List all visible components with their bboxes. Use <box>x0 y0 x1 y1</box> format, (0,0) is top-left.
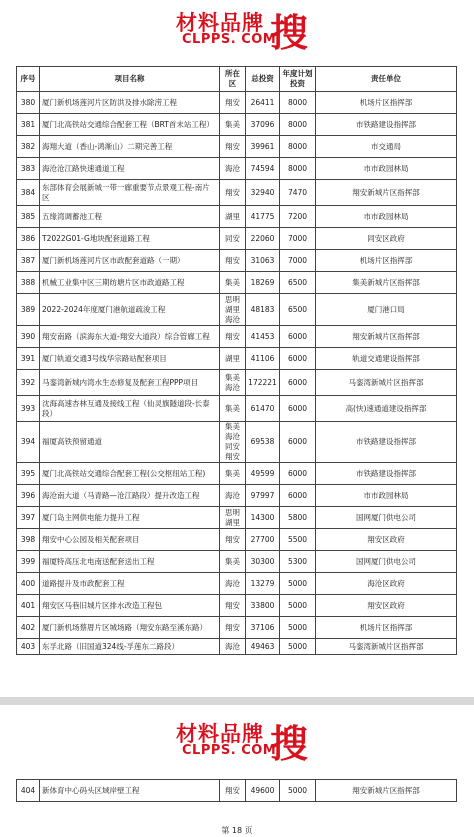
brand-search-glyph: 搜 <box>270 11 309 55</box>
district: 思明 湖里 <box>220 507 246 529</box>
row-number: 389 <box>17 294 40 326</box>
total-investment: 14300 <box>246 507 280 529</box>
project-name: 海沧南大道（马青路—沧江路段）提升改造工程 <box>40 485 220 507</box>
district: 集美 <box>220 396 246 422</box>
project-name: 翔安南路（滨海东大道-翔安大道段）综合管廊工程 <box>40 326 220 348</box>
table-row <box>17 348 457 370</box>
district: 翔安 <box>220 617 246 639</box>
district: 集美 <box>220 463 246 485</box>
table-row <box>17 485 457 507</box>
total-investment: 41453 <box>246 326 280 348</box>
total-investment: 61470 <box>246 396 280 422</box>
table-row <box>17 228 457 250</box>
row-number: 396 <box>17 485 40 507</box>
district: 集美 <box>220 272 246 294</box>
annual-investment: 5000 <box>280 573 316 595</box>
district: 翔安 <box>220 92 246 114</box>
district: 海沧 <box>220 485 246 507</box>
brand-en-text-2: CLPPS. COM <box>182 743 277 758</box>
district: 翔安 <box>220 595 246 617</box>
project-name: 厦门北高铁站交通综合配套工程（BRT首末站工程） <box>40 114 220 136</box>
table-row <box>17 780 457 802</box>
responsible-unit: 机场片区指挥部 <box>316 92 457 114</box>
annual-investment: 6500 <box>280 272 316 294</box>
annual-investment: 6000 <box>280 463 316 485</box>
total-investment: 41775 <box>246 206 280 228</box>
total-investment: 37096 <box>246 114 280 136</box>
table-row <box>17 294 457 326</box>
responsible-unit: 市铁路建设指挥部 <box>316 463 457 485</box>
responsible-unit: 市市政园林局 <box>316 206 457 228</box>
project-name: 2022-2024年度厦门港航道疏浚工程 <box>40 294 220 326</box>
row-number: 394 <box>17 422 40 463</box>
row-number: 383 <box>17 158 40 180</box>
responsible-unit: 机场片区指挥部 <box>316 617 457 639</box>
responsible-unit: 集美新城片区指挥部 <box>316 272 457 294</box>
table-row <box>17 92 457 114</box>
total-investment: 32940 <box>246 180 280 206</box>
table-row <box>17 158 457 180</box>
district: 海沧 <box>220 158 246 180</box>
total-investment: 172221 <box>246 370 280 396</box>
responsible-unit: 机场片区指挥部 <box>316 250 457 272</box>
brand-cn-text-2: 材料品牌 <box>176 722 264 746</box>
header-area: 所在区 <box>220 67 246 92</box>
responsible-unit: 高(快)速通道建设指挥部 <box>316 396 457 422</box>
project-name: 翔安区马巷旧城片区排水改造工程包 <box>40 595 220 617</box>
page-number: 第 18 页 <box>221 826 253 835</box>
row-number: 403 <box>17 639 40 655</box>
brand-watermark <box>0 0 474 56</box>
row-number: 386 <box>17 228 40 250</box>
responsible-unit: 马銮湾新城片区指挥部 <box>316 370 457 396</box>
project-name: 翔安中心公园及相关配套项目 <box>40 529 220 551</box>
total-investment: 49599 <box>246 463 280 485</box>
district: 海沧 <box>220 639 246 655</box>
district: 翔安 <box>220 250 246 272</box>
project-name: 厦门新机场莲河片区防洪及排水除涝工程 <box>40 92 220 114</box>
row-number: 393 <box>17 396 40 422</box>
row-number: 391 <box>17 348 40 370</box>
district: 翔安 <box>220 136 246 158</box>
annual-investment: 8000 <box>280 114 316 136</box>
total-investment: 13279 <box>246 573 280 595</box>
annual-investment: 5500 <box>280 529 316 551</box>
project-name: 海翔大道（香山-鸿渐山）二期完善工程 <box>40 136 220 158</box>
total-investment: 39961 <box>246 136 280 158</box>
responsible-unit: 国网厦门供电公司 <box>316 551 457 573</box>
row-number: 384 <box>17 180 40 206</box>
table-row <box>17 206 457 228</box>
row-number: 390 <box>17 326 40 348</box>
annual-investment: 5000 <box>280 780 316 802</box>
district: 翔安 <box>220 326 246 348</box>
table-row <box>17 250 457 272</box>
project-name: 海沧沧江路快速通道工程 <box>40 158 220 180</box>
responsible-unit: 市铁路建设指挥部 <box>316 422 457 463</box>
project-name: 厦门北高铁站交通综合配套工程(公交枢纽站工程) <box>40 463 220 485</box>
table-row <box>17 463 457 485</box>
annual-investment: 6000 <box>280 396 316 422</box>
brand-cn-text: 材料品牌 <box>176 11 264 35</box>
table-row <box>17 272 457 294</box>
district: 翔安 <box>220 180 246 206</box>
annual-investment: 5000 <box>280 639 316 655</box>
responsible-unit: 同安区政府 <box>316 228 457 250</box>
annual-investment: 6000 <box>280 485 316 507</box>
district: 同安 <box>220 228 246 250</box>
project-name: 沈海高速杏林互通及接线工程（仙灵旗隧道段-长泰段） <box>40 396 220 422</box>
header-no: 序号 <box>17 67 40 92</box>
table-row <box>17 326 457 348</box>
total-investment: 97997 <box>246 485 280 507</box>
row-number: 397 <box>17 507 40 529</box>
responsible-unit: 翔安新城片区指挥部 <box>316 780 457 802</box>
total-investment: 49600 <box>246 780 280 802</box>
annual-investment: 7000 <box>280 228 316 250</box>
table-row <box>17 639 457 655</box>
header-total: 总投资 <box>246 67 280 92</box>
header-name: 项目名称 <box>40 67 220 92</box>
project-name: 马銮湾新城内湾水生态修复及配套工程PPP项目 <box>40 370 220 396</box>
total-investment: 37106 <box>246 617 280 639</box>
table-header-row <box>17 67 457 92</box>
responsible-unit: 海沧区政府 <box>316 573 457 595</box>
responsible-unit: 翔安区政府 <box>316 529 457 551</box>
annual-investment: 5000 <box>280 617 316 639</box>
annual-investment: 5800 <box>280 507 316 529</box>
annual-investment: 5000 <box>280 595 316 617</box>
project-name: 厦门岛主网供电能力提升工程 <box>40 507 220 529</box>
row-number: 395 <box>17 463 40 485</box>
responsible-unit: 厦门港口局 <box>316 294 457 326</box>
responsible-unit: 轨道交通建设指挥部 <box>316 348 457 370</box>
table-row <box>17 551 457 573</box>
responsible-unit: 马銮湾新城片区指挥部 <box>316 639 457 655</box>
total-investment: 33800 <box>246 595 280 617</box>
table-row <box>17 507 457 529</box>
row-number: 392 <box>17 370 40 396</box>
row-number: 387 <box>17 250 40 272</box>
district: 集美 <box>220 114 246 136</box>
district: 海沧 <box>220 573 246 595</box>
row-number: 382 <box>17 136 40 158</box>
table-row <box>17 396 457 422</box>
project-name: 福厦特高压北电南送配套送出工程 <box>40 551 220 573</box>
responsible-unit: 国网厦门供电公司 <box>316 507 457 529</box>
project-name: 厦门轨道交通3号线华宗路站配套项目 <box>40 348 220 370</box>
responsible-unit: 市市政园林局 <box>316 485 457 507</box>
document-page-2 <box>0 705 474 837</box>
annual-investment: 7470 <box>280 180 316 206</box>
table-row <box>17 573 457 595</box>
brand-en-text: CLPPS. COM <box>182 32 277 47</box>
row-number: 381 <box>17 114 40 136</box>
total-investment: 74594 <box>246 158 280 180</box>
total-investment: 22060 <box>246 228 280 250</box>
brand-watermark-2 <box>0 711 474 767</box>
project-table <box>16 66 457 655</box>
page-separator <box>0 697 474 705</box>
annual-investment: 6500 <box>280 294 316 326</box>
table-row <box>17 529 457 551</box>
total-investment: 27700 <box>246 529 280 551</box>
project-name: T2022G01-G地块配套道路工程 <box>40 228 220 250</box>
total-investment: 48183 <box>246 294 280 326</box>
district: 集美 海沧 同安 翔安 <box>220 422 246 463</box>
project-name: 道路提升及市政配套工程 <box>40 573 220 595</box>
project-name: 福厦高铁预留通道 <box>40 422 220 463</box>
annual-investment: 8000 <box>280 136 316 158</box>
annual-investment: 6000 <box>280 326 316 348</box>
table-row <box>17 114 457 136</box>
annual-investment: 7200 <box>280 206 316 228</box>
row-number: 385 <box>17 206 40 228</box>
row-number: 401 <box>17 595 40 617</box>
annual-investment: 8000 <box>280 158 316 180</box>
total-investment: 69538 <box>246 422 280 463</box>
annual-investment: 7000 <box>280 250 316 272</box>
table-row <box>17 370 457 396</box>
project-name: 厦门新机场莲河片区市政配套道路（一期） <box>40 250 220 272</box>
total-investment: 49463 <box>246 639 280 655</box>
annual-investment: 6000 <box>280 422 316 463</box>
row-number: 380 <box>17 92 40 114</box>
table-row <box>17 180 457 206</box>
annual-investment: 6000 <box>280 370 316 396</box>
responsible-unit: 市市政园林局 <box>316 158 457 180</box>
row-number: 388 <box>17 272 40 294</box>
annual-investment: 6000 <box>280 348 316 370</box>
district: 集美 <box>220 551 246 573</box>
row-number: 404 <box>17 780 40 802</box>
table-row <box>17 595 457 617</box>
annual-investment: 5300 <box>280 551 316 573</box>
table-row <box>17 422 457 463</box>
responsible-unit: 翔安新城片区指挥部 <box>316 180 457 206</box>
district: 翔安 <box>220 529 246 551</box>
project-name: 新体育中心码头区域岸壁工程 <box>40 780 220 802</box>
total-investment: 18269 <box>246 272 280 294</box>
project-table-continued <box>16 779 457 802</box>
district: 湖里 <box>220 206 246 228</box>
district: 思明 湖里 海沧 <box>220 294 246 326</box>
brand-search-glyph-2: 搜 <box>270 722 309 766</box>
row-number: 398 <box>17 529 40 551</box>
table-row <box>17 617 457 639</box>
project-name: 厦门新机场蔡厝片区城场路（翔安东路至溪东路） <box>40 617 220 639</box>
row-number: 399 <box>17 551 40 573</box>
total-investment: 30300 <box>246 551 280 573</box>
total-investment: 41106 <box>246 348 280 370</box>
responsible-unit: 市铁路建设指挥部 <box>316 114 457 136</box>
district: 翔安 <box>220 780 246 802</box>
header-unit: 责任单位 <box>316 67 457 92</box>
header-year: 年度计划投资 <box>280 67 316 92</box>
responsible-unit: 市交通局 <box>316 136 457 158</box>
row-number: 402 <box>17 617 40 639</box>
responsible-unit: 翔安区政府 <box>316 595 457 617</box>
project-name: 东部体育会展新城一带一廊重要节点景观工程-南片区 <box>40 180 220 206</box>
total-investment: 31063 <box>246 250 280 272</box>
project-name: 东孚北路（旧国道324线-孚莲东二路段） <box>40 639 220 655</box>
district: 集美 海沧 <box>220 370 246 396</box>
table-row <box>17 136 457 158</box>
row-number: 400 <box>17 573 40 595</box>
district: 湖里 <box>220 348 246 370</box>
project-name: 机械工业集中区三期纺塘片区市政道路工程 <box>40 272 220 294</box>
annual-investment: 8000 <box>280 92 316 114</box>
total-investment: 26411 <box>246 92 280 114</box>
responsible-unit: 翔安新城片区指挥部 <box>316 326 457 348</box>
project-name: 五缘湾调蓄池工程 <box>40 206 220 228</box>
